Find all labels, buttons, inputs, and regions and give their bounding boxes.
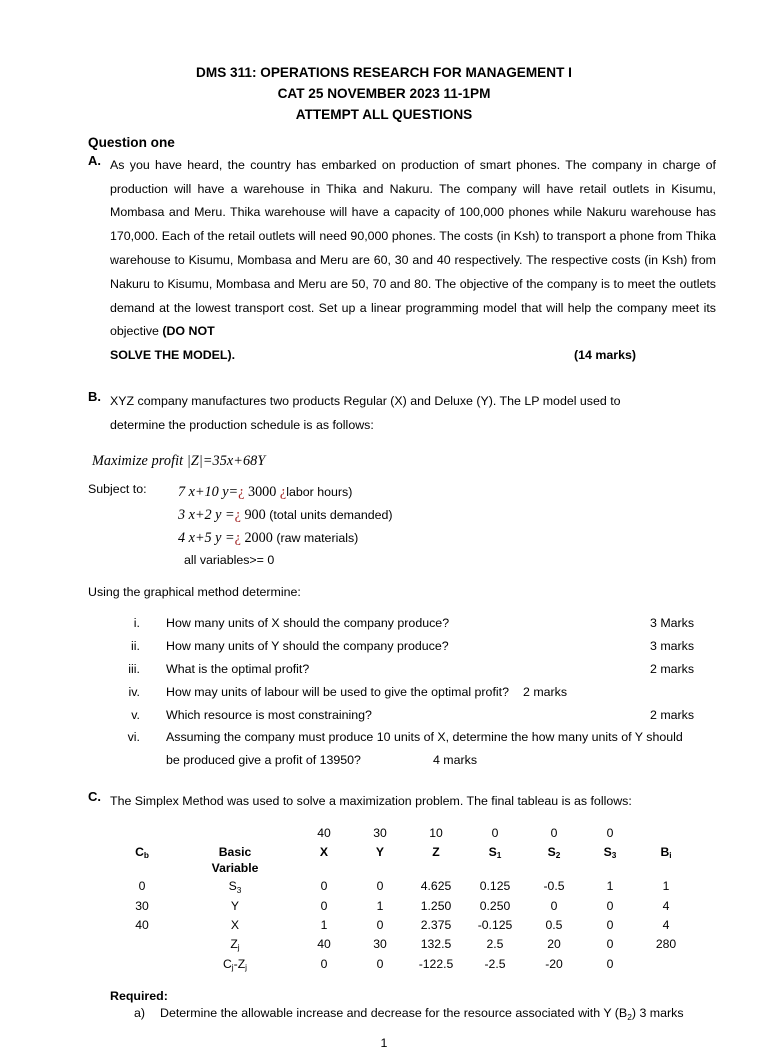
required-label: Required: <box>110 989 168 1004</box>
row1-z: 1.250 <box>420 898 452 913</box>
cj-empty-bi <box>638 824 694 843</box>
list-item <box>0 612 768 635</box>
row4-y: 0 <box>376 956 384 971</box>
objective-function-formula <box>92 454 768 468</box>
row0-s1: 0.125 <box>479 879 511 894</box>
part-a-marker: A. <box>88 152 101 168</box>
constraint-2-rhs: 900 <box>240 506 270 523</box>
page-title: Question one <box>88 135 175 151</box>
sub-question-text: How may units of labour will be used to give the optimal profit? <box>166 684 509 699</box>
row4-x: 0 <box>320 956 328 971</box>
required-item <box>134 1006 768 1022</box>
part-c-body: The Simplex Method was used to solve a maximization problem. The final tableau is as follows: <box>110 794 632 809</box>
sub-question-numeral: iv. <box>128 684 140 699</box>
required-item-text-tail: ) 3 marks <box>631 1006 684 1021</box>
header-s2-sub: 2 <box>555 850 561 861</box>
exam-date-line: CAT 25 NOVEMBER 2023 11-1PM <box>277 86 491 102</box>
row0-basic-sub: 3 <box>236 884 242 895</box>
document-header <box>0 0 768 125</box>
row1-y: 1 <box>376 898 384 913</box>
constraint-1-error-glyph-2: ¿ <box>279 483 287 500</box>
row4-s2: -20 <box>545 956 563 971</box>
part-a-body <box>110 154 716 345</box>
row2-bi: 4 <box>662 918 670 933</box>
constraints-block <box>88 481 768 570</box>
constraint-1-expr: 7 x+10 y= <box>178 483 239 500</box>
cj-value-s3: 0 <box>606 825 614 840</box>
non-negativity-constraint: all variables>= 0 <box>184 552 275 567</box>
constraints-list <box>178 481 393 570</box>
required-item-text-main: Determine the allowable increase and decrease for the resource associated with Y (B <box>160 1006 628 1021</box>
question-part-b <box>88 390 716 438</box>
row0-s2: -0.5 <box>543 879 565 894</box>
row0-s3: 1 <box>606 879 614 894</box>
header-s3 <box>582 843 638 877</box>
list-item <box>0 635 768 658</box>
row0-y: 0 <box>376 879 384 894</box>
row0-basic-text: S <box>228 879 237 894</box>
row3-cb <box>110 935 174 954</box>
constraint-2-error-glyph: ¿ <box>234 506 241 523</box>
row4-s1: -2.5 <box>484 956 506 971</box>
constraint-3-rhs: 2000 <box>240 529 277 546</box>
course-title: DMS 311: OPERATIONS RESEARCH FOR MANAGEMENT I <box>196 65 572 80</box>
sub-question-numeral: v. <box>131 707 140 722</box>
question-part-c <box>88 790 716 814</box>
header-basic-variable <box>174 843 296 877</box>
row2-x: 1 <box>320 918 328 933</box>
cj-value-s1: 0 <box>491 825 499 840</box>
subject-to-label: Subject to: <box>88 481 147 496</box>
part-a-closing-line <box>110 344 716 368</box>
sub-question-text: Which resource is most constraining? <box>166 707 372 722</box>
list-item <box>0 726 768 772</box>
table-row <box>110 935 694 954</box>
simplex-tableau <box>110 824 694 974</box>
header-s1 <box>464 843 526 877</box>
table-row <box>110 916 694 935</box>
table-header-row <box>110 843 694 877</box>
cj-value-x: 40 <box>317 825 331 840</box>
graphical-method-instruction: Using the graphical method determine: <box>88 585 301 600</box>
row3-basic-sub: j <box>237 942 240 953</box>
row4-cb <box>110 955 174 974</box>
sub-question-text: How many units of X should the company produce? <box>166 616 450 631</box>
constraint-1-note: labor hours) <box>286 484 353 499</box>
row1-basic: Y <box>230 898 240 913</box>
sub-question-text: How many units of Y should the company produce? <box>166 639 449 654</box>
table-row <box>110 897 694 916</box>
row1-x: 0 <box>320 898 328 913</box>
sub-question-numeral: vi. <box>127 730 140 745</box>
row3-s3: 0 <box>606 937 614 952</box>
sub-question-text: Assuming the company must produce 10 units of X, determine the how many units of Y should <box>166 730 683 745</box>
required-item-text <box>160 1006 684 1022</box>
part-b-body: XYZ company manufactures two products Regular (X) and Deluxe (Y). The LP model used to determine the production schedule is as follows: <box>110 394 621 432</box>
part-b-marker: B. <box>88 389 101 405</box>
row0-cb: 0 <box>138 879 146 894</box>
row1-cb: 30 <box>135 898 149 913</box>
header-basic-variable-line2: Variable <box>211 861 259 876</box>
row0-bi: 1 <box>662 879 670 894</box>
constraint-2-note: (total units demanded) <box>269 507 393 522</box>
constraint-3-error-glyph: ¿ <box>234 529 241 546</box>
row2-s3: 0 <box>606 918 614 933</box>
row4-s3: 0 <box>606 956 614 971</box>
row0-x: 0 <box>320 879 328 894</box>
part-a-marks: (14 marks) <box>574 348 636 363</box>
row3-x: 40 <box>317 937 331 952</box>
row2-cb: 40 <box>135 918 149 933</box>
row3-basic <box>174 935 296 954</box>
table-row-cj <box>110 824 694 843</box>
row1-s1: 0.250 <box>479 898 511 913</box>
cj-empty-bv <box>174 824 296 843</box>
cj-value-y: 30 <box>373 825 387 840</box>
sub-question-text-line2: be produced give a profit of 13950? <box>166 753 361 768</box>
row3-bi: 280 <box>655 937 677 952</box>
header-s1-text: S <box>488 845 497 860</box>
constraint-3-expr: 4 x+5 y = <box>178 529 235 546</box>
row0-basic <box>174 877 296 896</box>
header-basic-variable-line1: Basic <box>218 845 252 860</box>
header-z: Z <box>432 845 440 860</box>
header-cb-sub: b <box>143 850 149 861</box>
header-bi-sub: i <box>669 850 672 861</box>
header-s3-sub: 3 <box>611 850 617 861</box>
row3-y: 30 <box>373 937 387 952</box>
header-x: X <box>319 845 329 860</box>
instruction-line: ATTEMPT ALL QUESTIONS <box>295 107 473 123</box>
row3-basic-text: Z <box>230 937 238 952</box>
constraint-3 <box>178 527 393 550</box>
part-a-bold-tail-2: SOLVE THE MODEL). <box>110 348 236 363</box>
table-row <box>110 877 694 896</box>
cj-empty-cb <box>110 824 174 843</box>
header-cb-text: C <box>135 845 144 860</box>
sub-question-marks: 2 marks <box>650 662 695 677</box>
sub-question-numeral: iii. <box>128 662 140 677</box>
list-item <box>0 704 768 727</box>
sub-questions-list <box>0 612 768 772</box>
required-item-subscript: 2 <box>627 1011 632 1022</box>
header-s3-text: S <box>603 845 612 860</box>
sub-question-marks: 3 Marks <box>650 616 695 631</box>
sub-question-marks: 4 marks <box>432 753 478 768</box>
header-s2-text: S <box>547 845 556 860</box>
sub-question-marks: 2 marks <box>522 684 568 699</box>
sub-question-numeral: ii. <box>131 639 140 654</box>
constraint-1 <box>178 481 393 504</box>
row1-bi: 4 <box>662 898 670 913</box>
header-cb <box>110 843 174 877</box>
row0-z: 4.625 <box>420 879 452 894</box>
row2-y: 0 <box>376 918 384 933</box>
constraint-1-error-glyph: ¿ <box>238 483 245 500</box>
row1-s3: 0 <box>606 898 614 913</box>
header-bi-text: B <box>660 845 670 860</box>
table-row <box>110 955 694 974</box>
sub-question-marks: 2 marks <box>650 707 695 722</box>
sub-question-marks: 3 marks <box>650 639 695 654</box>
page-number: 1 <box>380 1035 388 1050</box>
row2-z: 2.375 <box>420 918 452 933</box>
list-item <box>0 658 768 681</box>
cj-value-s2: 0 <box>550 825 558 840</box>
row4-basic: $C_j-Z_j$ <box>222 956 247 972</box>
constraint-2-expr: 3 x+2 y = <box>178 506 235 523</box>
row2-s2: 0.5 <box>545 918 563 933</box>
header-s1-sub: 1 <box>496 850 502 861</box>
row3-s2: 20 <box>547 937 561 952</box>
constraint-2 <box>178 504 393 527</box>
part-a-bold-tail-1: (DO NOT <box>162 324 215 339</box>
row1-s2: 0 <box>550 898 558 913</box>
header-s2 <box>526 843 582 877</box>
constraint-3-note: (raw materials) <box>276 530 359 545</box>
row2-basic: X <box>230 918 240 933</box>
cj-value-z: 10 <box>429 825 443 840</box>
row4-bi <box>638 955 694 974</box>
required-item-marker: a) <box>134 1006 146 1021</box>
row2-s1: -0.125 <box>477 918 513 933</box>
objective-formula-text: Maximize profit |Z|=35x+68Y <box>92 452 266 469</box>
row3-s1: 2.5 <box>486 937 504 952</box>
part-c-marker: C. <box>88 789 101 805</box>
row3-z: 132.5 <box>420 937 452 952</box>
list-item <box>0 681 768 704</box>
header-bi <box>638 843 694 877</box>
part-a-text: As you have heard, the country has embarked on production of smart phones. The company in charge of production will have a warehouse in Thika and Nakuru. The company will have retail outlets in Kisumu, Mombasa and Meru. Thika warehouse will have a capacity of 100,000 phones while Nakuru warehouse has 170,000. Each of the retail outlets will need 90,000 phones. The costs (in Ksh) to transport a phone from Thika warehouse to Kisumu, Mombasa and Meru are 60, 30 and 40 respectively. The respective costs (in Ksh) from Nakuru to Kisumu, Mombasa and Meru are 50, 70 and 80. The objective of the company is to meet the outlets demand at the lowest transport cost. Set up a linear programming model that will help the company meet its objective <box>110 157 716 339</box>
sub-question-text: What is the optimal profit? <box>166 662 310 677</box>
header-y: Y <box>375 845 385 860</box>
sub-question-numeral: i. <box>133 616 140 631</box>
row4-z: -122.5 <box>418 956 454 971</box>
constraint-1-rhs: 3000 <box>244 483 280 500</box>
question-part-a <box>88 154 716 368</box>
